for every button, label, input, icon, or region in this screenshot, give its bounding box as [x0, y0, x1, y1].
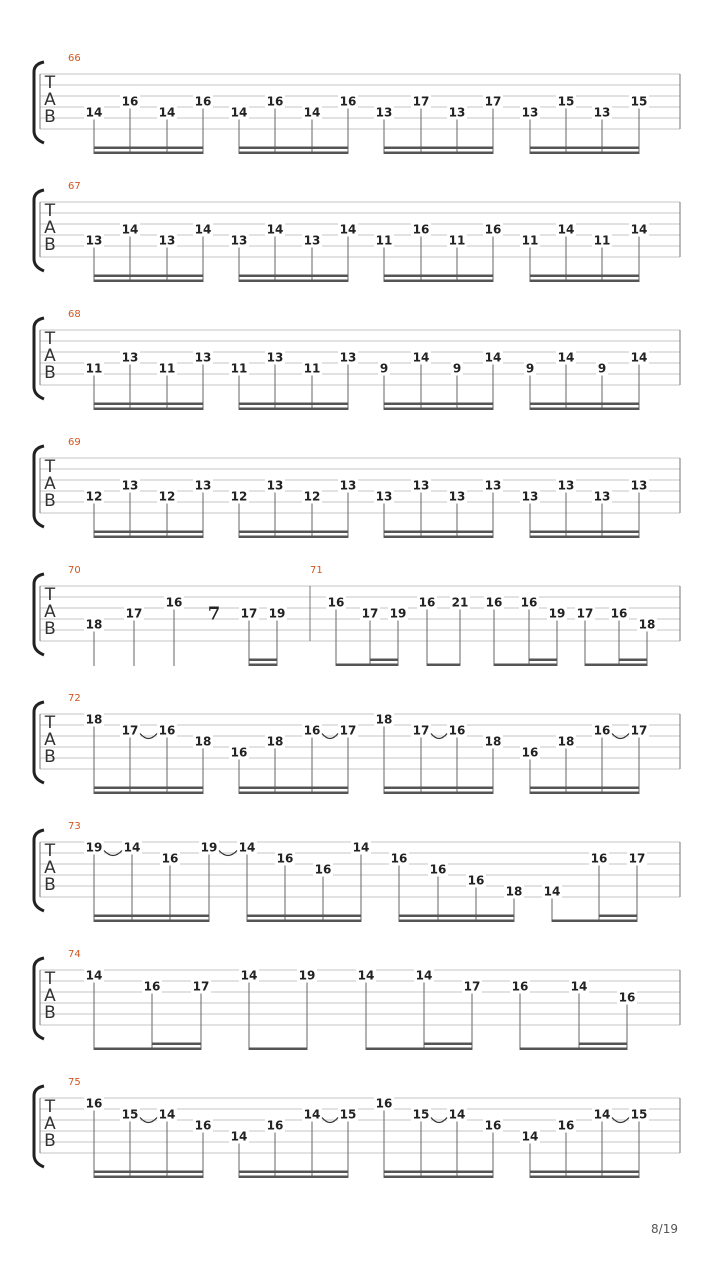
- fret-number: 16: [511, 979, 529, 994]
- fret-number: 16: [303, 723, 321, 738]
- tab-clef-letter: B: [44, 619, 56, 639]
- beam: [384, 1171, 493, 1174]
- tab-clef-letter: B: [44, 235, 56, 255]
- beam: [94, 531, 203, 534]
- fret-number: 14: [357, 968, 375, 983]
- beam: [579, 1048, 627, 1051]
- fret-number: 14: [123, 840, 141, 855]
- beam: [424, 1043, 472, 1046]
- beam: [384, 147, 493, 150]
- fret-number: 14: [557, 222, 575, 237]
- fret-number: 11: [230, 361, 248, 376]
- fret-number: 18: [638, 617, 656, 632]
- fret-number: 18: [266, 734, 284, 749]
- fret-number: 18: [375, 712, 393, 727]
- fret-number: 14: [266, 222, 284, 237]
- fret-number: 18: [484, 734, 502, 749]
- fret-number: 14: [303, 1107, 321, 1122]
- fret-number: 18: [85, 712, 103, 727]
- beam: [247, 920, 361, 923]
- beam: [530, 1176, 639, 1179]
- fret-number: 17: [412, 723, 430, 738]
- fret-number: 13: [303, 233, 321, 248]
- beam: [94, 147, 203, 150]
- beam: [530, 280, 639, 283]
- beam: [384, 403, 493, 406]
- beam: [94, 1176, 203, 1179]
- fret-number: 14: [194, 222, 212, 237]
- fret-number: 13: [375, 489, 393, 504]
- measure-number: 68: [68, 309, 81, 320]
- fret-number: 15: [630, 1107, 648, 1122]
- fret-number: 16: [85, 1096, 103, 1111]
- fret-number: 17: [361, 606, 379, 621]
- tab-clef-letter: B: [44, 363, 56, 383]
- beam: [239, 275, 348, 278]
- fret-number: 17: [628, 851, 646, 866]
- beam: [239, 1171, 348, 1174]
- fret-number: 17: [125, 606, 143, 621]
- tab-clef-letter: A: [44, 474, 56, 494]
- fret-number: 13: [521, 489, 539, 504]
- fret-number: 16: [143, 979, 161, 994]
- beam: [152, 1043, 201, 1046]
- beam: [619, 659, 647, 662]
- beam: [94, 536, 203, 539]
- fret-number: 16: [485, 595, 503, 610]
- measure-number: 67: [68, 181, 81, 192]
- fret-number: 16: [194, 1118, 212, 1133]
- fret-number: 19: [200, 840, 218, 855]
- beam: [384, 787, 493, 790]
- fret-number: 16: [194, 94, 212, 109]
- fret-number: 14: [238, 840, 256, 855]
- measure-number: 72: [68, 693, 81, 704]
- fret-number: 17: [121, 723, 139, 738]
- fret-number: 17: [576, 606, 594, 621]
- fret-number: 13: [339, 350, 357, 365]
- fret-number: 14: [230, 1129, 248, 1144]
- beam: [530, 792, 639, 795]
- tab-clef-letter: T: [44, 329, 56, 349]
- fret-number: 11: [521, 233, 539, 248]
- fret-number: 9: [525, 361, 535, 376]
- tab-clef-letter: B: [44, 875, 56, 895]
- fret-number: 14: [630, 350, 648, 365]
- beam: [384, 408, 493, 411]
- fret-number: 13: [121, 350, 139, 365]
- fret-number: 11: [375, 233, 393, 248]
- fret-number: 9: [379, 361, 389, 376]
- measure-number: 73: [68, 821, 81, 832]
- tab-clef-letter: A: [44, 986, 56, 1006]
- beam: [249, 1048, 307, 1051]
- fret-number: 14: [352, 840, 370, 855]
- fret-number: 14: [448, 1107, 466, 1122]
- fret-number: 14: [593, 1107, 611, 1122]
- fret-number: 19: [268, 606, 286, 621]
- fret-number: 13: [85, 233, 103, 248]
- fret-number: 14: [85, 968, 103, 983]
- beam: [599, 920, 637, 923]
- beam: [384, 792, 493, 795]
- fret-number: 16: [484, 222, 502, 237]
- page-number: 8/19: [651, 1222, 678, 1236]
- fret-number: 17: [240, 606, 258, 621]
- fret-number: 16: [266, 1118, 284, 1133]
- beam: [94, 1171, 203, 1174]
- fret-number: 14: [557, 350, 575, 365]
- tab-clef-letter: T: [44, 969, 56, 989]
- fret-number: 16: [484, 1118, 502, 1133]
- beam: [94, 280, 203, 283]
- fret-number: 9: [597, 361, 607, 376]
- fret-number: 13: [630, 478, 648, 493]
- beam: [94, 792, 203, 795]
- fret-number: 13: [412, 478, 430, 493]
- beam: [530, 1171, 639, 1174]
- beam: [530, 403, 639, 406]
- beam: [399, 915, 514, 918]
- tab-clef-letter: A: [44, 858, 56, 878]
- beam: [384, 536, 493, 539]
- fret-number: 16: [593, 723, 611, 738]
- fret-number: 14: [415, 968, 433, 983]
- beam: [384, 275, 493, 278]
- fret-number: 16: [158, 723, 176, 738]
- fret-number: 19: [389, 606, 407, 621]
- beam: [427, 664, 460, 667]
- fret-number: 18: [557, 734, 575, 749]
- beam: [530, 408, 639, 411]
- measure-number: 75: [68, 1077, 81, 1088]
- fret-number: 13: [266, 350, 284, 365]
- beam: [239, 152, 348, 155]
- eighth-rest: 7: [207, 603, 221, 625]
- beam: [94, 152, 203, 155]
- beam: [384, 280, 493, 283]
- tab-clef-letter: B: [44, 1003, 56, 1023]
- beam: [239, 1176, 348, 1179]
- beam: [579, 1043, 627, 1046]
- fret-number: 16: [448, 723, 466, 738]
- fret-number: 9: [452, 361, 462, 376]
- fret-number: 14: [240, 968, 258, 983]
- fret-number: 13: [448, 489, 466, 504]
- fret-number: 16: [230, 745, 248, 760]
- fret-number: 13: [121, 478, 139, 493]
- fret-number: 16: [590, 851, 608, 866]
- fret-number: 18: [194, 734, 212, 749]
- tab-clef-letter: T: [44, 713, 56, 733]
- beam: [530, 787, 639, 790]
- fret-number: 13: [266, 478, 284, 493]
- beam: [94, 275, 203, 278]
- tab-clef-letter: A: [44, 346, 56, 366]
- tab-clef-letter: B: [44, 491, 56, 511]
- tab-clef-letter: B: [44, 107, 56, 127]
- beam: [249, 664, 277, 667]
- fret-number: 16: [375, 1096, 393, 1111]
- beam: [239, 408, 348, 411]
- fret-number: 16: [276, 851, 294, 866]
- beam: [94, 915, 209, 918]
- fret-number: 13: [557, 478, 575, 493]
- fret-number: 13: [375, 105, 393, 120]
- fret-number: 16: [161, 851, 179, 866]
- fret-number: 11: [158, 361, 176, 376]
- fret-number: 11: [593, 233, 611, 248]
- fret-number: 12: [158, 489, 176, 504]
- beam: [239, 147, 348, 150]
- fret-number: 11: [448, 233, 466, 248]
- fret-number: 17: [463, 979, 481, 994]
- fret-number: 16: [521, 745, 539, 760]
- fret-number: 16: [121, 94, 139, 109]
- tab-clef-letter: B: [44, 1131, 56, 1151]
- fret-number: 11: [85, 361, 103, 376]
- fret-number: 14: [412, 350, 430, 365]
- fret-number: 16: [467, 873, 485, 888]
- fret-number: 13: [230, 233, 248, 248]
- fret-number: 15: [557, 94, 575, 109]
- fret-number: 14: [85, 105, 103, 120]
- tab-clef-letter: A: [44, 218, 56, 238]
- tab-clef-letter: T: [44, 585, 56, 605]
- beam: [239, 531, 348, 534]
- beam: [370, 664, 398, 667]
- fret-number: 14: [158, 105, 176, 120]
- fret-number: 12: [303, 489, 321, 504]
- fret-number: 16: [557, 1118, 575, 1133]
- beam: [530, 531, 639, 534]
- fret-number: 17: [339, 723, 357, 738]
- fret-number: 14: [521, 1129, 539, 1144]
- measure-number: 66: [68, 53, 81, 64]
- fret-number: 19: [548, 606, 566, 621]
- fret-number: 17: [192, 979, 210, 994]
- fret-number: 14: [121, 222, 139, 237]
- measure-number: 74: [68, 949, 81, 960]
- fret-number: 15: [630, 94, 648, 109]
- measure-number: 71: [310, 565, 323, 576]
- fret-number: 21: [451, 595, 469, 610]
- fret-number: 16: [165, 595, 183, 610]
- fret-number: 14: [158, 1107, 176, 1122]
- fret-number: 15: [412, 1107, 430, 1122]
- beam: [530, 147, 639, 150]
- beam: [239, 536, 348, 539]
- tab-clef-letter: T: [44, 201, 56, 221]
- fret-number: 16: [429, 862, 447, 877]
- fret-number: 13: [448, 105, 466, 120]
- fret-number: 17: [630, 723, 648, 738]
- fret-number: 16: [610, 606, 628, 621]
- tab-clef-letter: T: [44, 457, 56, 477]
- beam: [530, 536, 639, 539]
- beam: [370, 659, 398, 662]
- beam: [94, 787, 203, 790]
- beam: [599, 915, 637, 918]
- fret-number: 11: [303, 361, 321, 376]
- fret-number: 15: [121, 1107, 139, 1122]
- beam: [247, 915, 361, 918]
- fret-number: 16: [412, 222, 430, 237]
- tab-clef-letter: T: [44, 73, 56, 93]
- beam: [384, 1176, 493, 1179]
- beam: [529, 659, 557, 662]
- tab-clef-letter: A: [44, 90, 56, 110]
- fret-number: 16: [339, 94, 357, 109]
- fret-number: 19: [298, 968, 316, 983]
- fret-number: 19: [85, 840, 103, 855]
- fret-number: 12: [230, 489, 248, 504]
- tab-clef-letter: A: [44, 602, 56, 622]
- fret-number: 14: [543, 884, 561, 899]
- fret-number: 14: [630, 222, 648, 237]
- fret-number: 16: [520, 595, 538, 610]
- fret-number: 13: [339, 478, 357, 493]
- beam: [384, 531, 493, 534]
- fret-number: 16: [266, 94, 284, 109]
- fret-number: 14: [230, 105, 248, 120]
- fret-number: 18: [505, 884, 523, 899]
- beam: [94, 403, 203, 406]
- fret-number: 13: [593, 489, 611, 504]
- beam: [619, 664, 647, 667]
- beam: [152, 1048, 201, 1051]
- beam: [239, 280, 348, 283]
- beam: [424, 1048, 472, 1051]
- fret-number: 12: [85, 489, 103, 504]
- tab-clef-letter: B: [44, 747, 56, 767]
- beam: [239, 787, 348, 790]
- beam: [94, 920, 209, 923]
- fret-number: 16: [390, 851, 408, 866]
- tab-clef-letter: A: [44, 730, 56, 750]
- fret-number: 13: [593, 105, 611, 120]
- beam: [249, 659, 277, 662]
- beam: [239, 792, 348, 795]
- fret-number: 14: [484, 350, 502, 365]
- tab-clef-letter: A: [44, 1114, 56, 1134]
- beam: [399, 920, 514, 923]
- beam: [530, 152, 639, 155]
- fret-number: 13: [194, 478, 212, 493]
- beam: [530, 275, 639, 278]
- beam: [384, 152, 493, 155]
- fret-number: 13: [484, 478, 502, 493]
- fret-number: 13: [158, 233, 176, 248]
- tab-clef-letter: T: [44, 841, 56, 861]
- fret-number: 18: [85, 617, 103, 632]
- fret-number: 17: [412, 94, 430, 109]
- beam: [529, 664, 557, 667]
- fret-number: 13: [521, 105, 539, 120]
- fret-number: 16: [418, 595, 436, 610]
- fret-number: 16: [327, 595, 345, 610]
- fret-number: 13: [194, 350, 212, 365]
- fret-number: 15: [339, 1107, 357, 1122]
- fret-number: 17: [484, 94, 502, 109]
- measure-number: 70: [68, 565, 81, 576]
- beam: [239, 403, 348, 406]
- tab-clef-letter: T: [44, 1097, 56, 1117]
- fret-number: 16: [618, 990, 636, 1005]
- fret-number: 14: [570, 979, 588, 994]
- fret-number: 14: [303, 105, 321, 120]
- fret-number: 16: [314, 862, 332, 877]
- fret-number: 14: [339, 222, 357, 237]
- measure-number: 69: [68, 437, 81, 448]
- beam: [94, 408, 203, 411]
